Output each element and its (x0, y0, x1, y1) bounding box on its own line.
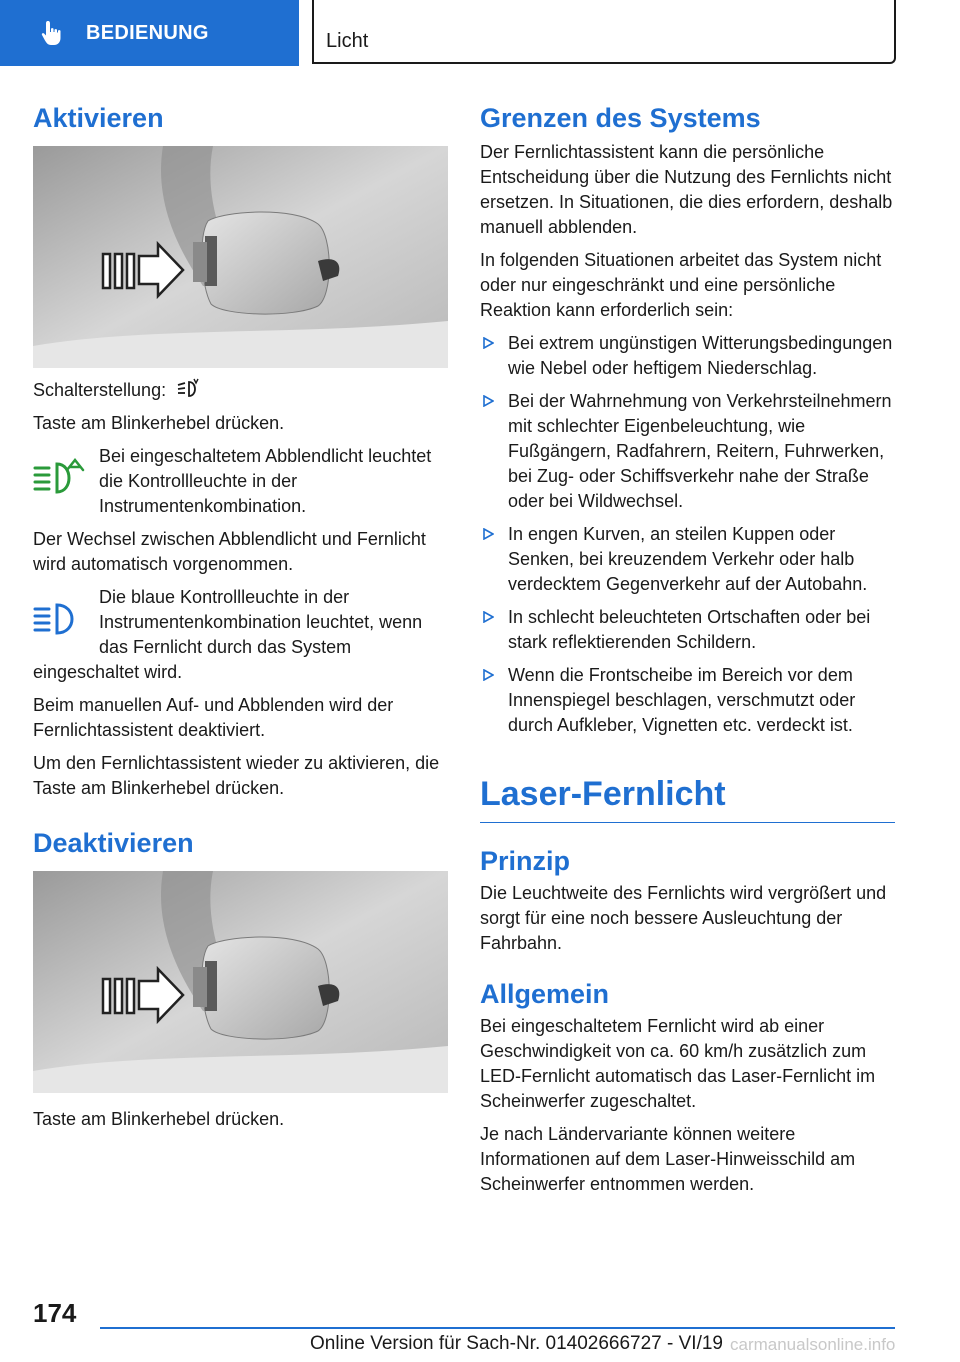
triangle-bullet-icon (482, 337, 494, 349)
watermark: carmanualsonline.info (730, 1335, 896, 1354)
chapter-header (312, 0, 896, 64)
switch-position-line: Schalterstellung: (33, 378, 448, 403)
chapter-title: Licht (326, 30, 369, 52)
general-paragraph-2: Je nach Ländervariante können weitere Informationen auf dem Laser-Hinweisschild am Scheinwerfer entnommen werden. (480, 1124, 856, 1194)
heading-laser-high-beam: Laser-Fernlicht (480, 772, 895, 823)
heading-limits: Grenzen des Systems (480, 103, 761, 133)
limits-list (480, 331, 895, 738)
footer-divider (100, 1327, 895, 1329)
page-number: 174 (33, 1298, 77, 1328)
press-key-text-1: Taste am Blinkerhebel drücken. (33, 413, 285, 433)
high-beam-assistant-indicator-icon (33, 458, 85, 498)
principle-paragraph: Die Leuchtweite des Fernlichts wird vergrößert und sorgt für eine noch bessere Ausleuchtung der Fahrbahn. (480, 883, 887, 953)
heading-principle: Prinzip (480, 846, 571, 876)
right-column (480, 100, 895, 1205)
heading-deactivate: Deaktivieren (33, 828, 194, 858)
list-item: In schlecht beleuchteten Ortschaften oder bei stark reflektierenden Schildern. (480, 605, 895, 655)
list-item: In engen Kurven, an steilen Kuppen oder Senken, bei kreuzendem Verkehr oder halb verdecktem Gegenverkehr auf der Autobahn. (480, 522, 895, 597)
online-version-text: Online Version für Sach-Nr. 01402666727 - VI/19 (310, 1333, 723, 1354)
hand-pointer-icon (40, 19, 66, 47)
turn-signal-lever-image (33, 146, 448, 368)
list-item: Wenn die Frontscheibe im Bereich vor dem Innenspiegel beschlagen, verschmutzt oder durch Aufkleber, Vignetten etc. verdeckt ist. (480, 663, 895, 738)
press-key-text-2: Taste am Blinkerhebel drücken. (33, 1109, 285, 1129)
general-paragraph-1: Bei eingeschaltetem Fernlicht wird ab einer Geschwindigkeit von ca. 60 km/h zusätzlich zum LED-Fernlicht automatisch das Laser-Fernlicht im Scheinwerfer zugeschaltet. (480, 1016, 876, 1111)
triangle-bullet-icon (482, 395, 494, 407)
triangle-bullet-icon (482, 611, 494, 623)
blue-light-note-text: Die blaue Kontrollleuchte in der Instrumentenkombination leuchtet, wenn das Fernlicht durch das System eingeschaltet wird. (33, 587, 423, 682)
high-beam-indicator-icon (33, 599, 85, 639)
section-tab (0, 0, 299, 66)
heading-general: Allgemein (480, 979, 610, 1009)
triangle-bullet-icon (482, 528, 494, 540)
left-column (33, 100, 448, 1140)
manual-note-text: Beim manuellen Auf- und Abblenden wird der Fernlichtassistent deaktiviert. (33, 695, 394, 740)
reactivate-note-text: Um den Fernlichtassistent wieder zu aktivieren, die Taste am Blinkerhebel drücken. (33, 753, 440, 798)
low-beam-note-text: Bei eingeschaltetem Abblendlicht leuchtet die Kontrollleuchte in der Instrumentenkombination. (99, 446, 432, 516)
high-beam-assistant-icon (177, 378, 201, 400)
list-item: Bei extrem ungünstigen Witterungsbedingungen wie Nebel oder heftigem Niederschlag. (480, 331, 895, 381)
blue-light-note (33, 585, 448, 685)
section-title: BEDIENUNG (86, 21, 209, 44)
low-beam-note (33, 444, 448, 519)
switch-note-text: Der Wechsel zwischen Abblendlicht und Fernlicht wird automatisch vorgenommen. (33, 529, 426, 574)
heading-activate: Aktivieren (33, 103, 164, 133)
limits-paragraph-1: Der Fernlichtassistent kann die persönliche Entscheidung über die Nutzung des Fernlichts nicht ersetzen. In Situationen, die dies erfordern, deshalb manuell abblenden. (480, 142, 893, 237)
limits-paragraph-2: In folgenden Situationen arbeitet das System nicht oder nur eingeschränkt und eine persönliche Reaktion kann erforderlich sein: (480, 250, 882, 320)
list-item: Bei der Wahrnehmung von Verkehrsteilnehmern mit schlechter Eigenbeleuchtung, wie Fußgängern, Radfahrern, Reitern, Fuhrwerken, bei Zug- oder Schiffsverkehr nahe der Straße oder bei Wildwechsel. (480, 389, 895, 514)
triangle-bullet-icon (482, 669, 494, 681)
turn-signal-lever-image-2 (33, 871, 448, 1093)
